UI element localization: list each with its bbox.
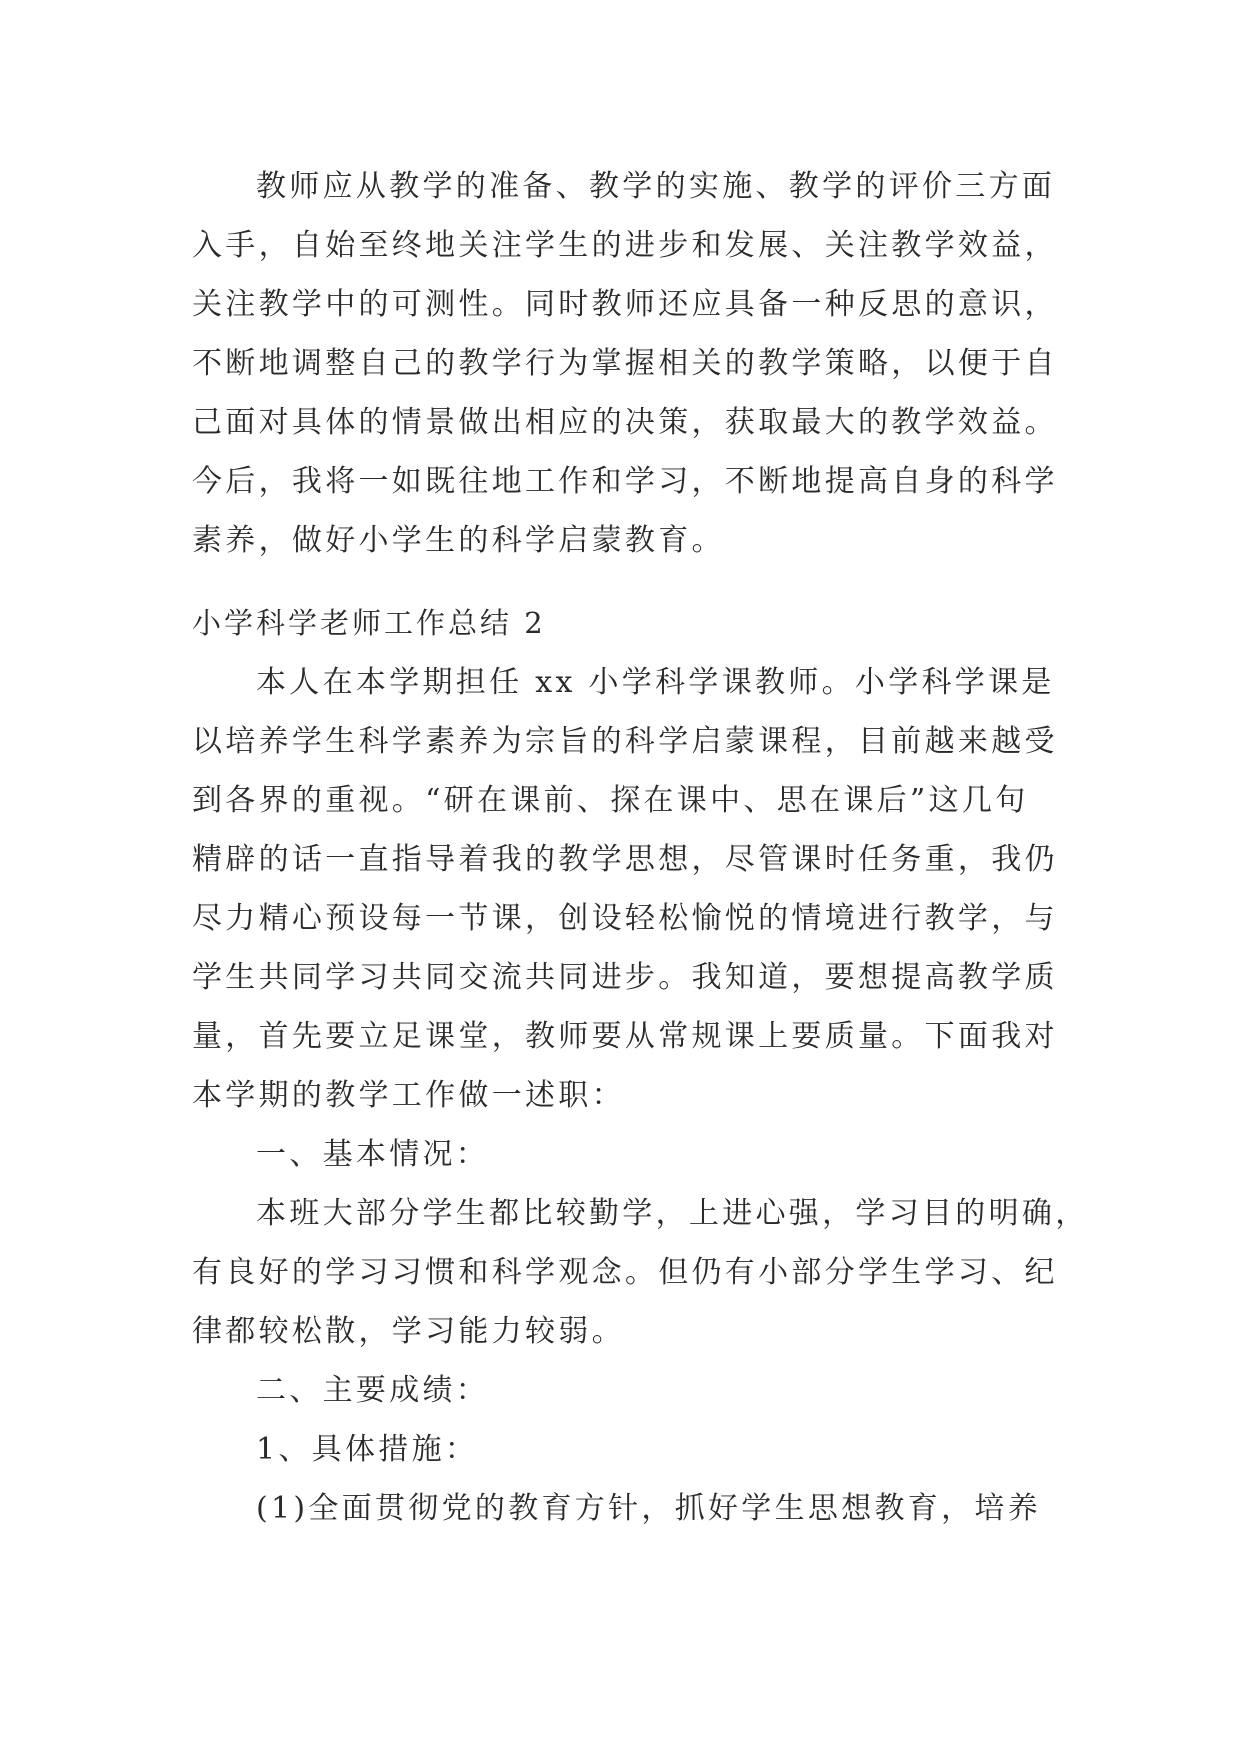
text-line: 关注教学中的可测性。同时教师还应具备一种反思的意识， <box>192 287 1058 322</box>
text-line: 本学期的教学工作做一述职： <box>192 1078 625 1113</box>
text-line: 教师应从教学的准备、教学的实施、教学的评价三方面 <box>256 169 1056 204</box>
text-line: 入手，自始至终地关注学生的进步和发展、关注教学效益， <box>192 228 1058 263</box>
text-line: 学生共同学习共同交流共同进步。我知道，要想提高教学质 <box>192 960 1058 995</box>
text-line: 律都较松散，学习能力较弱。 <box>192 1314 625 1349</box>
text-line: 今后，我将一如既往地工作和学习，不断地提高自身的科学 <box>192 464 1058 499</box>
section-title: 小学科学老师工作总结 2 <box>192 606 546 640</box>
section-heading <box>192 594 1052 653</box>
text-line: 到各界的重视。“研在课前、探在课中、思在课后”这几句 <box>192 783 1029 818</box>
subheading-line: 二、主要成绩： <box>256 1373 490 1408</box>
subheading-line: 1、具体措施： <box>256 1432 479 1467</box>
text-line: 本班大部分学生都比较勤学，上进心强，学习目的明确， <box>256 1196 1089 1231</box>
text-line: 不断地调整自己的教学行为掌握相关的教学策略，以便于自 <box>192 346 1058 381</box>
paragraph-1 <box>192 157 1058 570</box>
text-line: 量，首先要立足课堂，教师要从常规课上要质量。下面我对 <box>192 1019 1058 1054</box>
text-line: 己面对具体的情景做出相应的决策，获取最大的教学效益。 <box>192 405 1058 440</box>
text-line: 有良好的学习习惯和科学观念。但仍有小部分学生学习、纪 <box>192 1255 1058 1290</box>
text-line: 精辟的话一直指导着我的教学思想，尽管课时任务重，我仍 <box>192 842 1058 877</box>
section-body <box>192 653 1089 1538</box>
text-line: 以培养学生科学素养为宗旨的科学启蒙课程，目前越来越受 <box>192 724 1058 759</box>
text-line: (1)全面贯彻党的教育方针，抓好学生思想教育，培养 <box>256 1491 1041 1526</box>
text-line: 尽力精心预设每一节课，创设轻松愉悦的情境进行教学，与 <box>192 901 1058 936</box>
text-line: 本人在本学期担任 xx 小学科学课教师。小学科学课是 <box>256 665 1055 700</box>
text-line: 素养，做好小学生的科学启蒙教育。 <box>192 523 725 558</box>
subheading-line: 一、基本情况： <box>256 1137 490 1172</box>
